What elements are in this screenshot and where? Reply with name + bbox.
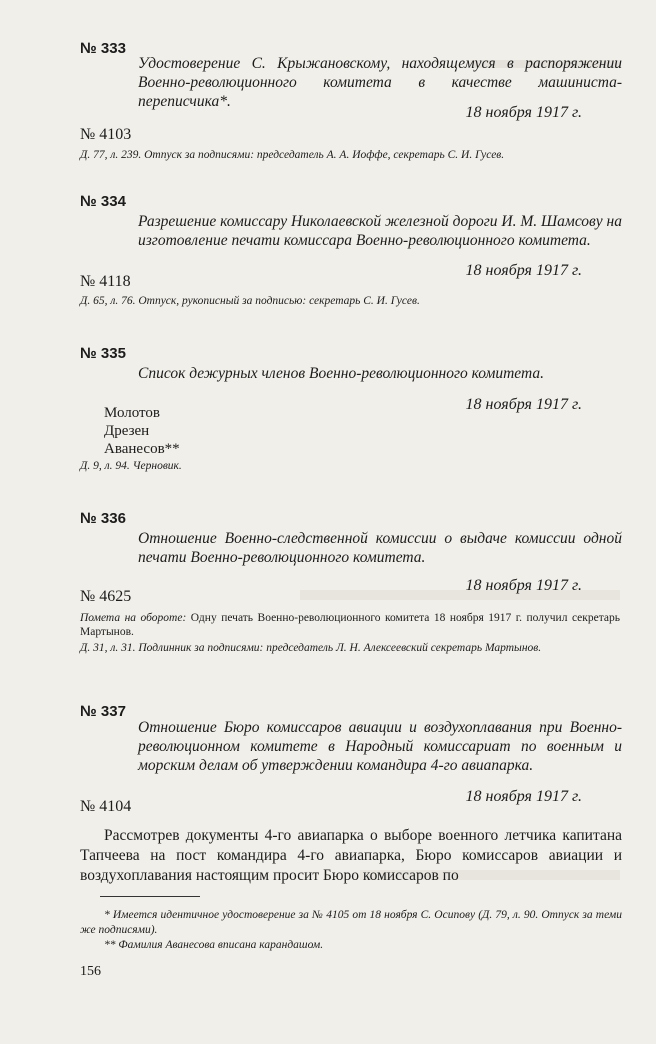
doc-336-mark-text: Одну печать Военно-революционного комитета 18 ноября 1917 г. получил секретарь Мартынов. (80, 612, 620, 638)
duty-member-name: Дрезен (104, 423, 150, 439)
doc-337-ref: № 4104 (80, 798, 132, 815)
doc-333-note: Д. 77, л. 239. Отпуск за подписями: председатель А. А. Иоффе, секретарь С. И. Гусев. (80, 149, 505, 161)
doc-337-title: Отношение Бюро комиссаров авиации и воздухоплавания при Военно-революционном комитете в Народный комиссариат по военным и морским делам об утверждении командира 4-го авиапарка. (138, 719, 622, 774)
doc-336-mark-label: Помета на обороте: (80, 612, 187, 624)
doc-337-body: Рассмотрев документы 4-го авиапарка о выборе военного летчика капитана Тапчеева на пост командира 4-го авиапарка, Бюро комиссаров авиации и воздухоплавания настоящим просит Бюро комиссаров по (80, 827, 622, 884)
doc-335-number: № 335 (80, 345, 126, 362)
doc-337-date: 18 ноября 1917 г. (465, 788, 582, 805)
doc-336-note: Д. 31, л. 31. Подлинник за подписями: председатель Л. Н. Алексеевский секретарь Мартынов. (80, 642, 542, 654)
footnote-1: * Имеется идентичное удостоверение за № 4105 от 18 ноября С. Осипову (Д. 79, л. 90. Отпуск за теми же подписями). (80, 909, 622, 936)
doc-333-ref: № 4103 (80, 126, 132, 143)
doc-336-number: № 336 (80, 510, 126, 527)
duty-member-name: Молотов (104, 405, 160, 421)
doc-336-date: 18 ноября 1917 г. (465, 577, 582, 594)
doc-333-number: № 333 (80, 40, 126, 57)
doc-334-title: Разрешение комиссару Николаевской железной дороги И. М. Шамсову на изготовление печати комиссара Военно-революционного комитета. (138, 213, 622, 249)
footnote-2: ** Фамилия Аванесова вписана карандашом. (104, 939, 324, 951)
doc-336-title: Отношение Военно-следственной комиссии о выдаче комиссии одной печати Военно-революционного комитета. (138, 530, 622, 566)
doc-333-date: 18 ноября 1917 г. (465, 104, 582, 121)
doc-333-title: Удостоверение С. Крыжановскому, находящемуся в распоряжении Военно-революционного комитета в качестве машиниста-переписчика*. (138, 55, 622, 110)
doc-335-title: Список дежурных членов Военно-революционного комитета. (138, 365, 544, 382)
doc-335-date: 18 ноября 1917 г. (465, 396, 582, 413)
doc-334-note: Д. 65, л. 76. Отпуск, рукописный за подписью: секретарь С. И. Гусев. (80, 295, 420, 307)
page-number: 156 (80, 964, 101, 979)
doc-335-note: Д. 9, л. 94. Черновик. (80, 460, 182, 472)
footnote-divider (100, 896, 200, 897)
doc-335-names (104, 404, 180, 458)
doc-337-number: № 337 (80, 703, 126, 720)
doc-334-ref: № 4118 (80, 273, 131, 290)
doc-336-mark (80, 611, 620, 639)
duty-member-name: Аванесов** (104, 441, 180, 457)
doc-334-date: 18 ноября 1917 г. (465, 262, 582, 279)
doc-334-number: № 334 (80, 193, 126, 210)
doc-336-ref: № 4625 (80, 588, 132, 605)
